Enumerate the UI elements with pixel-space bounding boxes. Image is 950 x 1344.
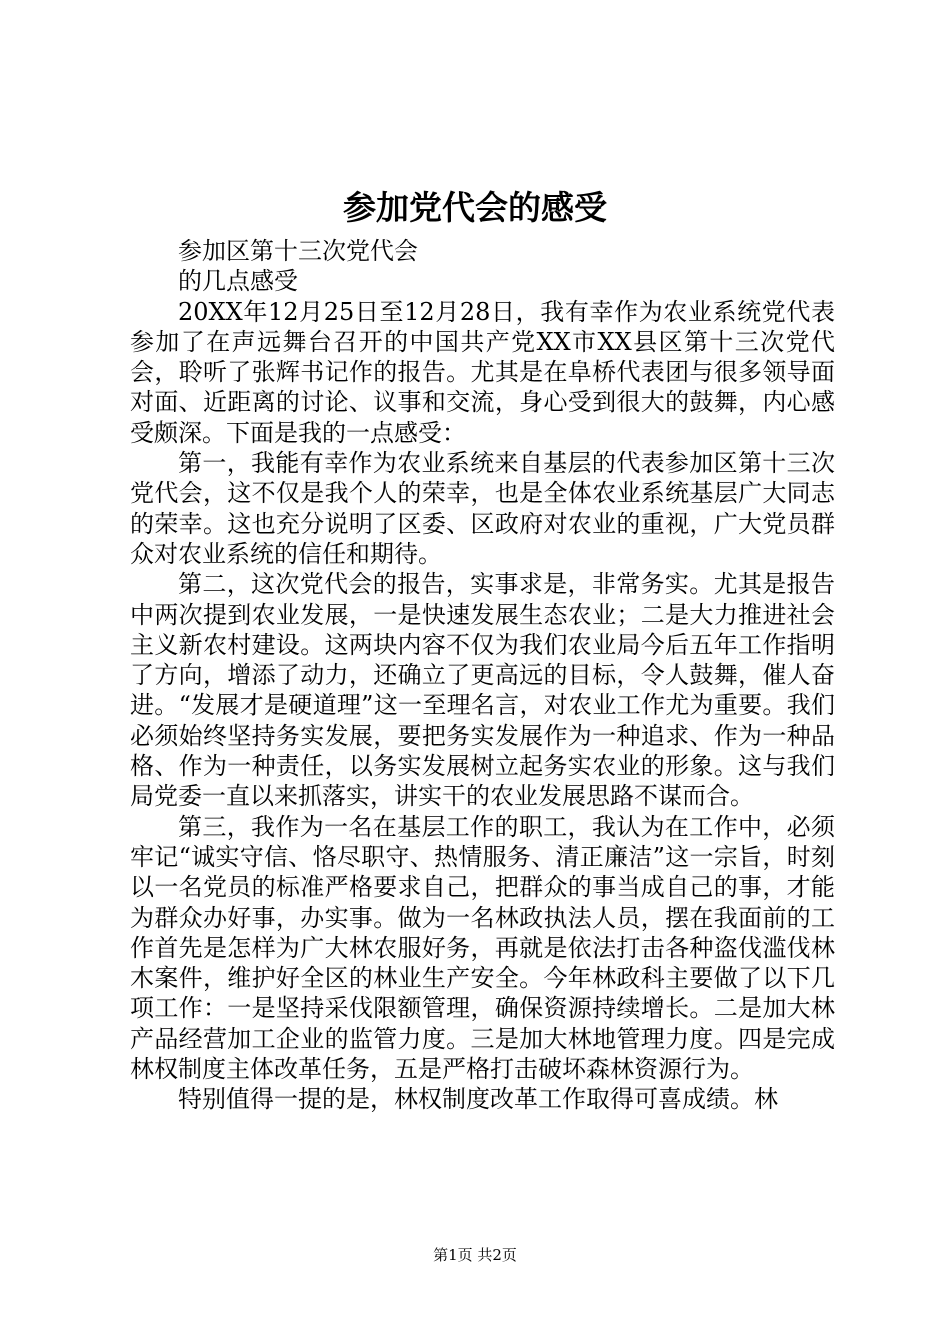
- paragraph-intro: 20XX年12月25日至12月28日，我有幸作为农业系统党代表参加了在声远舞台召开的中国共产党XX市XX县区第十三次党代会，聆听了张辉书记作的报告。尤其是在阜桥代表团与很多领导面对面、近距离的讨论、议事和交流，身心受到很大的鼓舞，内心感受颇深。下面是我的一点感受：: [130, 297, 835, 447]
- document-body: [130, 236, 835, 1115]
- paragraph-first: 第一，我能有幸作为农业系统来自基层的代表参加区第十三次党代会，这不仅是我个人的荣幸，也是全体农业系统基层广大同志的荣幸。这也充分说明了区委、区政府对农业的重视，广大党员群众对农业系统的信任和期待。: [130, 449, 835, 568]
- paragraph-subtitle-2: 的几点感受: [178, 267, 298, 296]
- paragraph-subtitle-1: 参加区第十三次党代会: [178, 237, 418, 265]
- document-title: 参加党代会的感受: [343, 188, 607, 227]
- paragraph-third: 第三，我作为一名在基层工作的职工，我认为在工作中，必须牢记“诚实守信、恪尽职守、热情服务、清正廉洁”这一宗旨，时刻以一名党员的标准严格要求自己，把群众的事当成自己的事，才能为群众办好事，办实事。做为一名林政执法人员，摆在我面前的工作首先是怎样为广大林农服好务，再就是依法打击各种盗伐滥伐林木案件，维护好全区的林业生产安全。今年林政科主要做了以下几项工作：一是坚持采伐限额管理，确保资源持续增长。二是加大林产品经营加工企业的监管力度。三是加大林地管理力度。四是完成林权制度主体改革任务，五是严格打击破坏森林资源行为。: [130, 812, 835, 1084]
- page-footer: 第1页 共2页: [433, 1246, 517, 1264]
- paragraph-special: 特别值得一提的是，林权制度改革工作取得可喜成绩。林: [178, 1085, 778, 1114]
- paragraph-second: 第二，这次党代会的报告，实事求是，非常务实。尤其是报告中两次提到农业发展，一是快速发展生态农业；二是大力推进社会主义新农村建设。这两块内容不仅为我们农业局今后五年工作指明了方向，增添了动力，还确立了更高远的目标，令人鼓舞，催人奋进。“发展才是硬道理”这一至理名言，对农业工作尤为重要。我们必须始终坚持务实发展，要把务实发展作为一种追求、作为一种品格、作为一种责任，以务实发展树立起务实农业的形象。这与我们局党委一直以来抓落实，讲实干的农业发展思路不谋而合。: [130, 570, 835, 811]
